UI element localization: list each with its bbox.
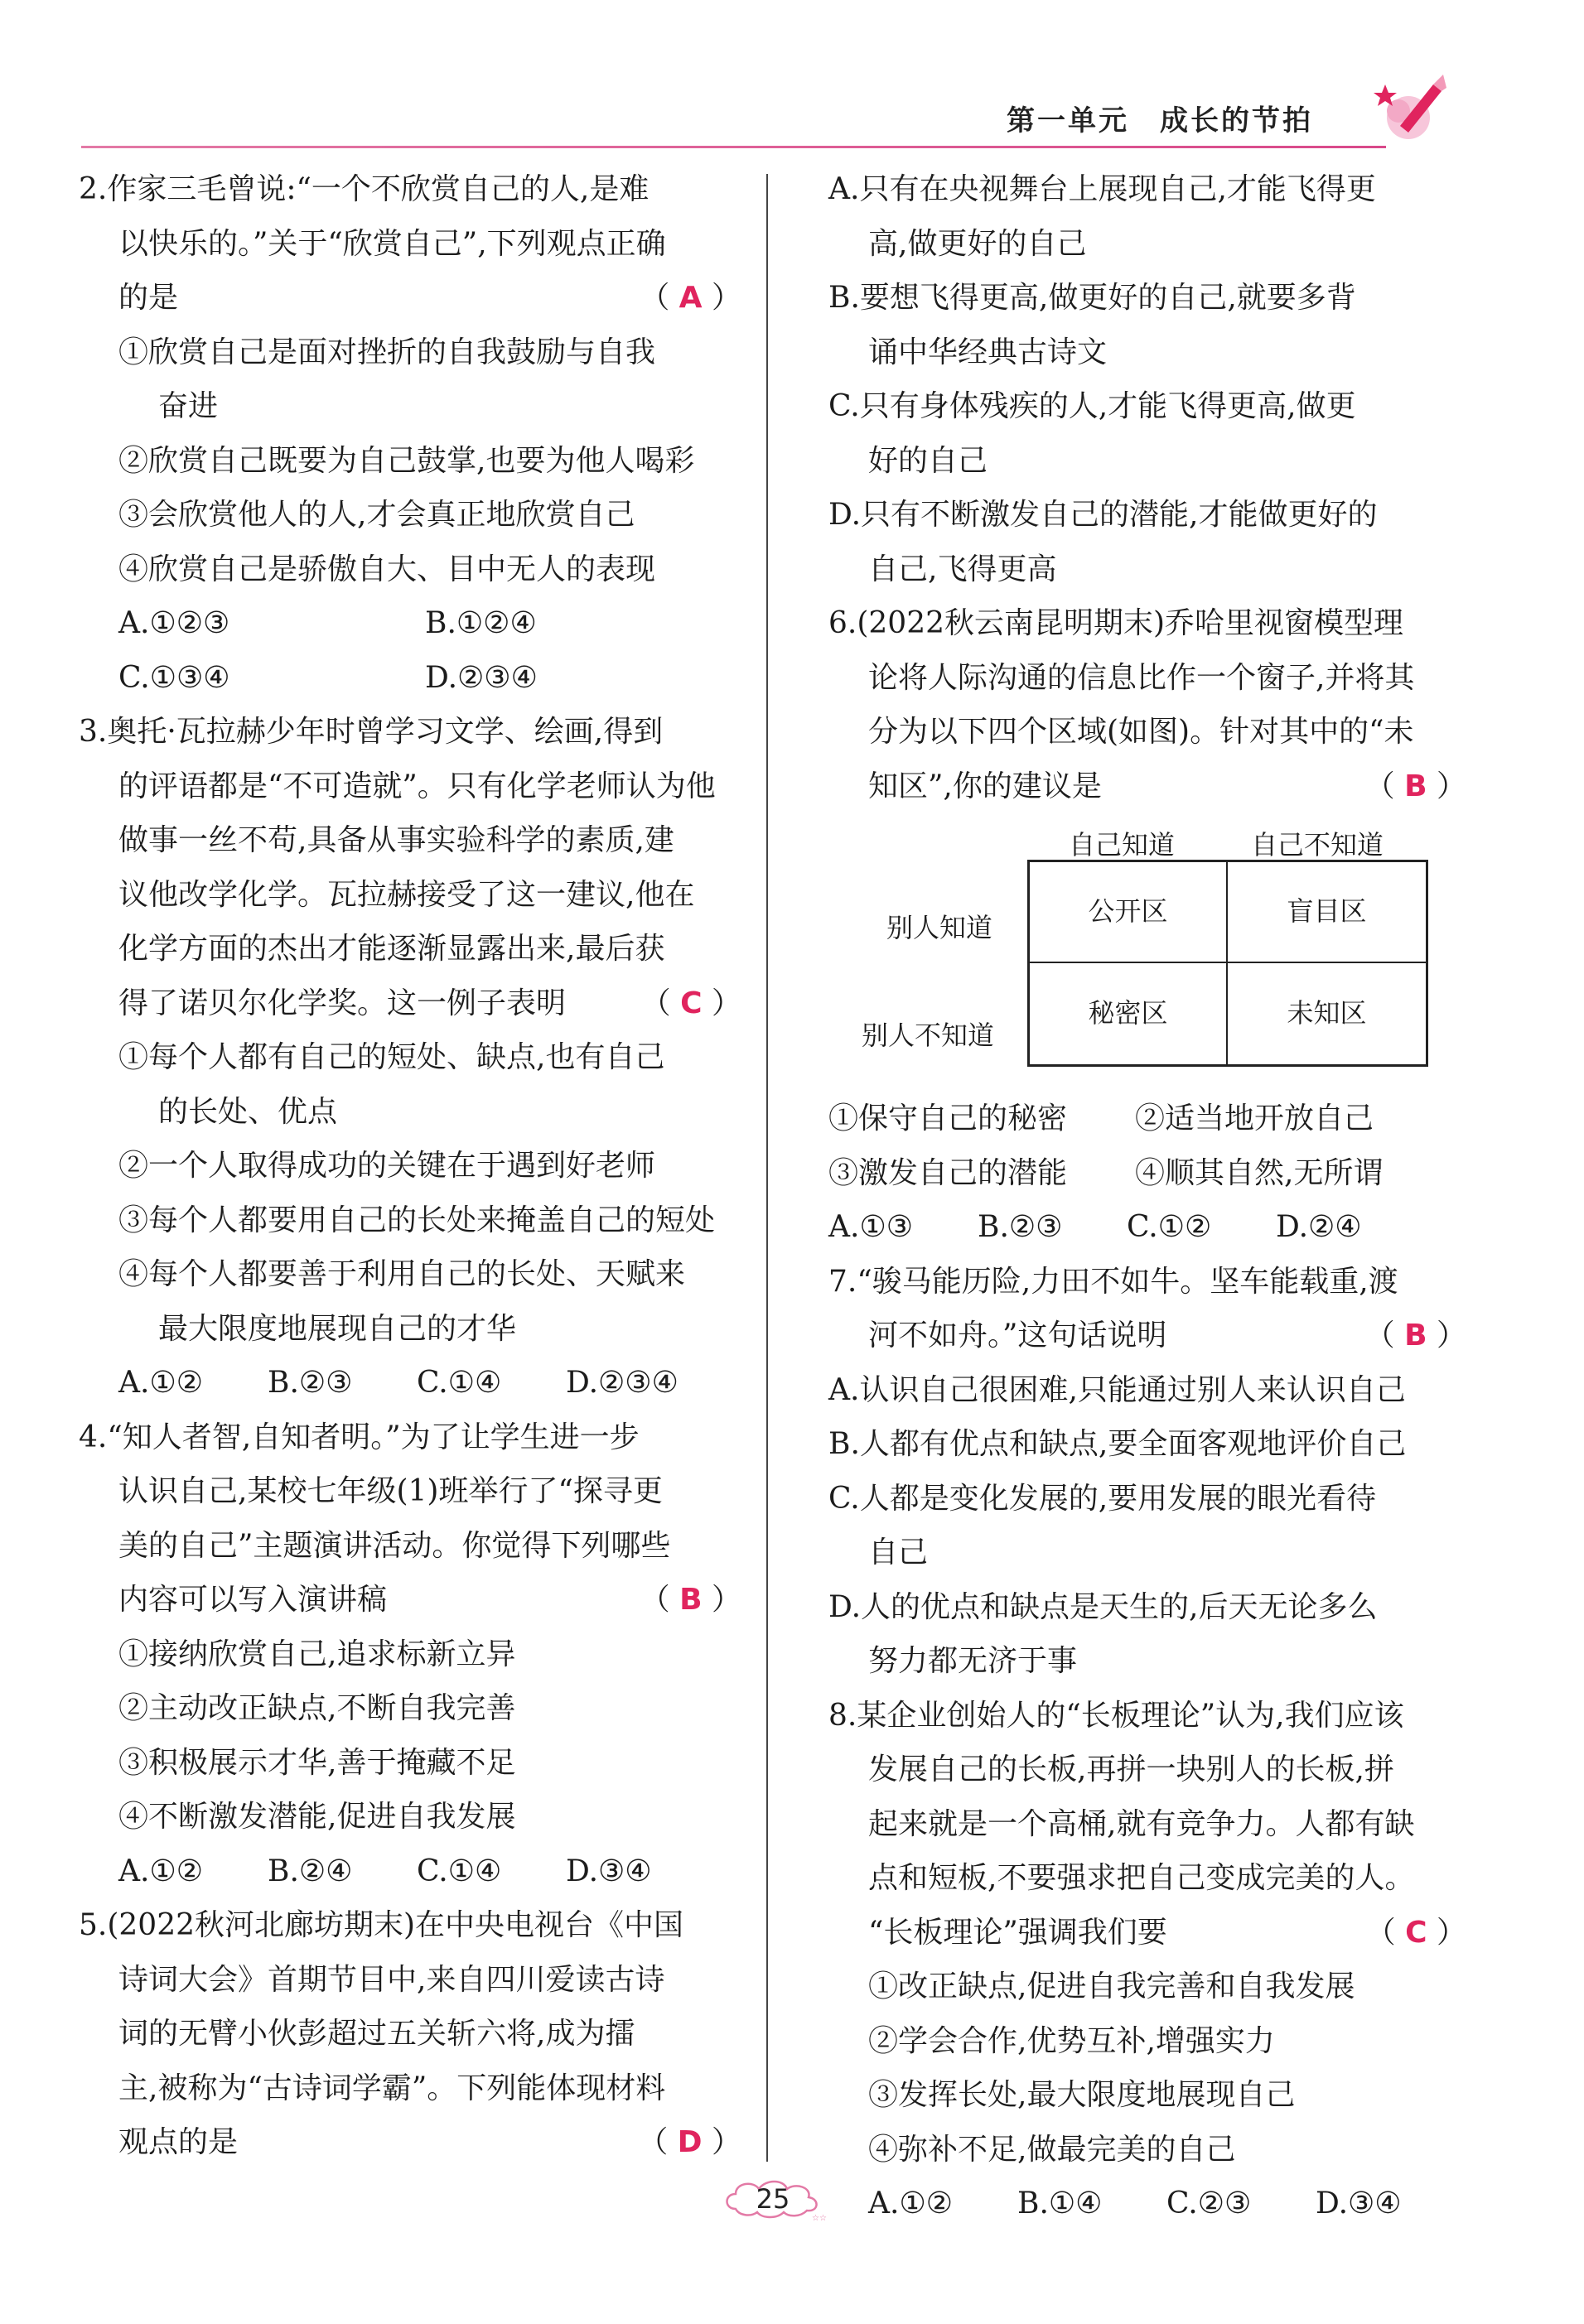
question-stem-line: 内容可以写入演讲稿 （ B ） [79,1573,741,1627]
option-item: ④不断激发潜能,促进自我发展 [118,1800,516,1834]
option-item: 努力都无济于事 [868,1644,1078,1678]
question-stem-line: 发展自己的长板,再拼一块别人的长板,拼 [868,1753,1394,1786]
cell-open-area: 公开区 [1030,862,1228,963]
question-stem-line: 5.(2022秋河北廊坊期末)在中央电视台《中国 [79,1908,684,1942]
choice-c: C.①② [1127,1210,1212,1244]
choice-b: B.②④ [268,1854,353,1888]
choice-b: B.①④ [1017,2187,1103,2220]
option-item: C.只有身体残疾的人,才能飞得更高,做更 [828,389,1356,423]
page-number-badge [719,2174,827,2224]
option-item: ③每个人都要用自己的长处来掩盖自己的短处 [118,1203,716,1237]
question-stem-line: 分为以下四个区域(如图)。针对其中的“未 [868,715,1414,749]
option-item: ②一个人取得成功的关键在于遇到好老师 [118,1149,656,1183]
option-item: A.认识自己很困难,只能通过别人来认识自己 [828,1372,1406,1407]
question-stem-line: 美的自己”主题演讲活动。你觉得下列哪些 [118,1528,671,1563]
option-item: 自己,飞得更高 [868,552,1057,586]
option-item: ③会欣赏他人的人,才会真正地欣赏自己 [118,498,635,532]
question-stem-line: 7.“骏马能历险,力田不如牛。坚车能载重,渡 [828,1264,1398,1299]
choice-d: D.②④ [1276,1210,1362,1244]
option-item: ②学会合作,优势互补,增强实力 [868,2023,1275,2058]
question-stem-line: 论将人际沟通的信息比作一个窗子,并将其 [868,660,1415,695]
option-item: ③发挥长处,最大限度地展现自己 [868,2078,1296,2112]
answer-letter: A [679,281,703,315]
choice-d: D.②③④ [425,660,538,695]
option-item: 高,做更好的自己 [868,226,1087,261]
question-stem-line: 2.作家三毛曾说:“一个不欣赏自己的人,是难 [79,172,650,206]
question-stem-line: 观点的是 （ D ） [79,2115,741,2170]
choice-d: D.②③④ [566,1366,679,1400]
choice-d: D.③④ [1316,2187,1402,2220]
answer-choices [79,596,741,651]
answer-choices [828,1200,1466,1255]
answer-bracket: （ B ） [1364,1319,1466,1352]
answer-choices [79,1356,741,1410]
choice-a: A.①② [118,1854,203,1888]
option-item: ④顺其自然,无所谓 [1135,1155,1384,1190]
choice-b: B.①②④ [425,606,537,640]
option-item: ①每个人都有自己的短处、缺点,也有自己 [118,1040,665,1074]
choice-b: B.②③ [268,1366,353,1400]
question-stem-line: 诗词大会》首期节目中,来自四川爱读古诗 [118,1962,665,1997]
answer-choices [79,651,741,706]
header-rule [81,146,1386,148]
question-stem-line: 知区”,你的建议是 （ B ） [828,759,1466,814]
question-stem-line: 得了诺贝尔化学奖。这一例子表明 （ C ） [79,976,741,1031]
answer-bracket: （ C ） [640,986,741,1020]
option-item: C.人都是变化发展的,要用发展的眼光看待 [828,1481,1377,1516]
answer-letter: B [679,1583,703,1617]
option-item: B.要想飞得更高,做更好的自己,就要多背 [828,281,1356,315]
question-stem-line: 议他改学化学。瓦拉赫接受了这一建议,他在 [118,877,695,912]
cell-hidden-area: 秘密区 [1030,963,1228,1064]
choice-c: C.②③ [1166,2187,1252,2220]
option-row [828,1146,1466,1201]
option-item: ②适当地开放自己 [1135,1102,1374,1135]
answer-bracket: （ B ） [640,1583,741,1617]
option-row [828,1092,1466,1146]
option-item: ④欣赏自己是骄傲自大、目中无人的表现 [118,552,656,586]
answer-choices [828,2177,1466,2231]
question-stem-line: 4.“知人者智,自知者明。”为了让学生进一步 [79,1420,640,1454]
answer-bracket: （ C ） [1365,1915,1466,1950]
question-5-options [828,162,1466,596]
option-item: ④弥补不足,做最完美的自己 [868,2132,1236,2167]
option-item: ④每个人都要善于利用自己的长处、天赋来 [118,1257,686,1291]
choice-a: A.①② [118,1366,203,1400]
question-2 [79,162,741,705]
answer-letter: B [1404,1319,1427,1352]
cell-unknown-area: 未知区 [1287,997,1367,1029]
option-item: ②主动改正缺点,不断自我完善 [118,1691,516,1725]
option-item: 好的自己 [868,443,988,478]
johari-grid [1027,860,1428,1067]
answer-letter: B [1404,769,1427,803]
option-item: 奋进 [158,389,219,423]
question-8 [828,1689,1466,2231]
question-stem-line: 河不如舟。”这句话说明 （ B ） [828,1309,1466,1363]
question-3 [79,705,741,1410]
question-stem-line: 起来就是一个高桶,就有竞争力。人都有缺 [868,1806,1415,1841]
option-item: 自己 [868,1536,929,1569]
svg-text:☆☆: ☆☆ [812,2214,827,2223]
choice-a: A.①③ [828,1210,913,1244]
question-5 [79,1898,741,2170]
answer-letter: D [677,2125,703,2159]
page-number: 25 [756,2183,790,2215]
col-header-self-known: 自己知道 [1069,829,1176,861]
right-column [828,162,1466,2231]
option-item: ③激发自己的潜能 [828,1155,1068,1190]
option-item: 诵中华经典古诗文 [868,335,1108,369]
pencil-star-icon [1367,60,1458,151]
unit-header-label: 第一单元 成长的节拍 [1007,104,1313,137]
question-stem-line: 词的无臂小伙彭超过五关斩六将,成为擂 [118,2017,635,2051]
question-stem-line: 的评语都是“不可造就”。只有化学老师认为他 [118,769,716,803]
option-item: ①接纳欣赏自己,追求标新立异 [118,1637,516,1671]
question-stem-line: 化学方面的杰出才能逐渐显露出来,最后获 [118,932,665,966]
row-header-others-known: 别人知道 [886,912,993,943]
johari-window-figure [828,818,1466,1083]
question-stem-line: 6.(2022秋云南昆明期末)乔哈里视窗模型理 [828,606,1404,640]
option-item: A.只有在央视舞台上展现自己,才能飞得更 [828,172,1376,206]
choice-c: C.①④ [417,1366,502,1400]
option-item: ②欣赏自己既要为自己鼓掌,也要为他人喝彩 [118,443,695,478]
question-stem-line: 3.奥托·瓦拉赫少年时曾学习文学、绘画,得到 [79,715,664,749]
question-stem-line: 主,被称为“古诗词学霸”。下列能体现材料 [118,2071,666,2105]
question-stem-line: 的是 （ A ） [79,271,741,325]
option-item: ③积极展示才华,善于掩藏不足 [118,1745,516,1780]
choice-a: A.①②③ [118,606,230,640]
col-header-self-unknown: 自己不知道 [1251,829,1384,861]
column-divider [766,174,768,2162]
option-item: 的长处、优点 [158,1094,338,1129]
option-item: ①保守自己的秘密 [828,1102,1068,1135]
option-item: 最大限度地展现自己的才华 [158,1311,517,1346]
question-stem-line: 做事一丝不苟,具备从事实验科学的素质,建 [118,823,674,857]
question-7 [828,1255,1466,1689]
question-stem-line: “长板理论”强调我们要 （ C ） [828,1906,1466,1960]
question-stem-line: 以快乐的。”关于“欣赏自己”,下列观点正确 [118,226,666,261]
choice-a: A.①② [868,2187,953,2220]
option-item: B.人都有优点和缺点,要全面客观地评价自己 [828,1427,1407,1461]
question-stem-line: 认识自己,某校七年级(1)班举行了“探寻更 [118,1474,663,1508]
option-item: ①改正缺点,促进自我完善和自我发展 [868,1970,1355,2003]
question-6 [828,596,1466,1255]
question-stem-line: 点和短板,不要强求把自己变成完美的人。 [868,1861,1415,1895]
option-item: D.人的优点和缺点是天生的,后天无论多么 [828,1589,1378,1624]
option-item: ①欣赏自己是面对挫折的自我鼓励与自我 [118,335,656,369]
answer-letter: C [1405,1915,1427,1950]
choice-c: C.①③④ [118,660,230,695]
question-stem-line: 8.某企业创始人的“长板理论”认为,我们应该 [828,1698,1404,1733]
option-item: D.只有不断激发自己的潜能,才能做更好的 [828,498,1378,532]
choice-b: B.②③ [978,1210,1063,1244]
question-4 [79,1410,741,1899]
row-header-others-unknown: 别人不知道 [862,1020,995,1051]
left-column [79,162,741,2170]
choice-c: C.①④ [417,1854,502,1888]
answer-bracket: （ D ） [638,2125,741,2159]
answer-bracket: （ B ） [1364,769,1466,803]
answer-choices [79,1844,741,1899]
cell-blind-area: 盲目区 [1228,862,1426,963]
answer-letter: C [680,986,703,1020]
answer-bracket: （ A ） [640,281,741,315]
choice-d: D.③④ [566,1854,652,1888]
